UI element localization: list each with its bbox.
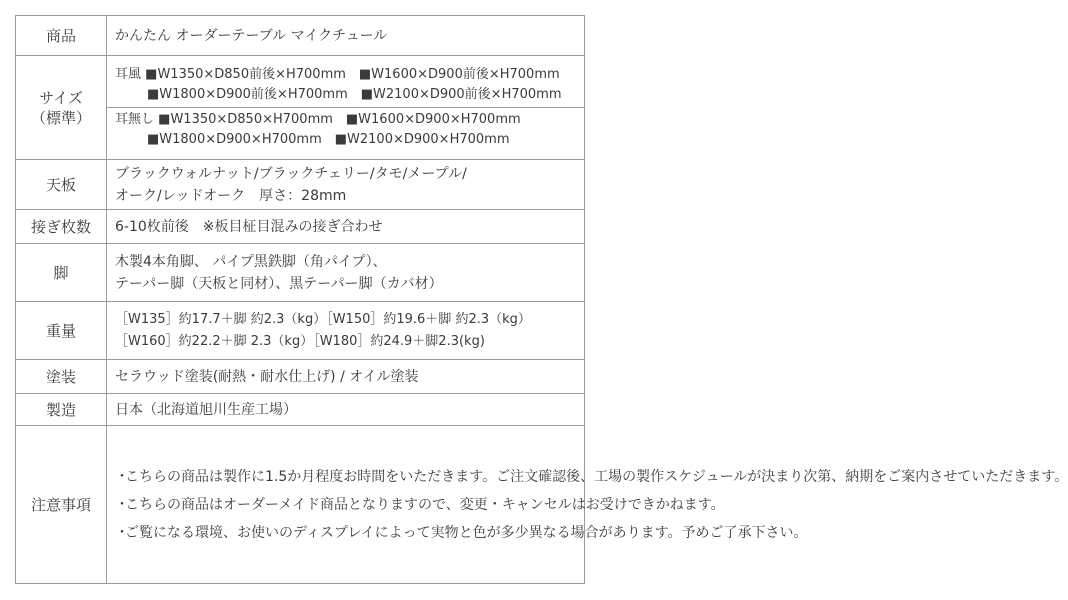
row-made bbox=[16, 394, 585, 426]
value-notes bbox=[107, 426, 1068, 584]
label-product: 商品 bbox=[16, 16, 107, 56]
value-legs-line1: 木製4本角脚、 パイプ黒鉄脚（角パイプ）、 bbox=[115, 253, 387, 270]
label-size bbox=[16, 56, 107, 160]
note-text: ご覧になる環境、お使いのディスプレイによって実物と色が多少異なる場合があります。予めご了承下さい。 bbox=[125, 524, 808, 541]
note-text: こちらの商品はオーダーメイド商品となりますので、変更・キャンセルはお受けできかねます。 bbox=[125, 496, 725, 513]
size-mimi-line2: ■W1800×D900前後×H700mm ■W2100×D900前後×H700mm bbox=[147, 87, 562, 102]
note-bullet: ・ bbox=[115, 468, 129, 485]
value-legs bbox=[107, 244, 585, 302]
label-notes: 注意事項 bbox=[16, 426, 107, 584]
label-top: 天板 bbox=[16, 160, 107, 210]
size-mimi bbox=[107, 63, 584, 108]
row-weight bbox=[16, 302, 585, 360]
note-text: こちらの商品は製作に1.5か月程度お時間をいただきます。ご注文確認後、工場の製作スケジュールが決まり次第、納期をご案内させていただきます。 bbox=[125, 468, 1068, 485]
value-product: かんたん オーダーテーブル マイクチュール bbox=[107, 16, 585, 56]
value-made: 日本（北海道旭川生産工場） bbox=[107, 394, 585, 426]
row-finish bbox=[16, 360, 585, 394]
size-nomimi-line2: ■W1800×D900×H700mm ■W2100×D900×H700mm bbox=[147, 132, 510, 147]
label-boards: 接ぎ枚数 bbox=[16, 210, 107, 244]
size-mimi-prefix: 耳風 bbox=[115, 67, 142, 82]
value-weight-line1: ［W135］約17.7＋脚 約2.3（kg）［W150］約19.6＋脚 約2.3（kg） bbox=[115, 311, 531, 327]
label-finish: 塗装 bbox=[16, 360, 107, 394]
value-top-line2: オーク/レッドオーク 厚さ：28mm bbox=[115, 187, 347, 204]
size-nomimi-text1: ■W1350×D850×H700mm ■W1600×D900×H700mm bbox=[158, 112, 521, 127]
label-weight: 重量 bbox=[16, 302, 107, 360]
note-item bbox=[115, 522, 808, 544]
row-boards bbox=[16, 210, 585, 244]
size-nomimi bbox=[107, 108, 584, 152]
value-legs-line2: テーパー脚（天板と同材）、黒テーパー脚（カバ材） bbox=[115, 275, 443, 292]
value-boards: 6-10枚前後 ※板目柾目混みの接ぎ合わせ bbox=[107, 210, 585, 244]
value-top-line1: ブラックウォルナット/ブラックチェリー/タモ/メープル/ bbox=[115, 165, 467, 182]
row-notes bbox=[16, 426, 585, 584]
value-weight bbox=[107, 302, 585, 360]
row-legs bbox=[16, 244, 585, 302]
value-finish: セラウッド塗装(耐熱・耐水仕上げ) / オイル塗装 bbox=[107, 360, 585, 394]
note-bullet: ・ bbox=[115, 524, 129, 541]
note-item bbox=[115, 466, 1068, 488]
label-size-line2: （標準） bbox=[30, 108, 91, 127]
size-nomimi-line1 bbox=[115, 110, 584, 130]
note-bullet: ・ bbox=[115, 496, 129, 513]
value-size bbox=[107, 56, 585, 160]
row-size bbox=[16, 56, 585, 160]
value-weight-line2: ［W160］約22.2＋脚 2.3（kg）［W180］約24.9＋脚2.3(kg) bbox=[115, 333, 485, 349]
note-item bbox=[115, 494, 725, 516]
label-size-line1: サイズ bbox=[39, 88, 83, 107]
label-legs: 脚 bbox=[16, 244, 107, 302]
spec-table bbox=[15, 15, 1068, 584]
value-top bbox=[107, 160, 585, 210]
size-mimi-text1: ■W1350×D850前後×H700mm ■W1600×D900前後×H700mm bbox=[145, 67, 560, 82]
label-made: 製造 bbox=[16, 394, 107, 426]
size-mimi-line1 bbox=[115, 65, 584, 85]
size-nomimi-prefix: 耳無し bbox=[115, 112, 155, 127]
row-product bbox=[16, 16, 585, 56]
row-top bbox=[16, 160, 585, 210]
